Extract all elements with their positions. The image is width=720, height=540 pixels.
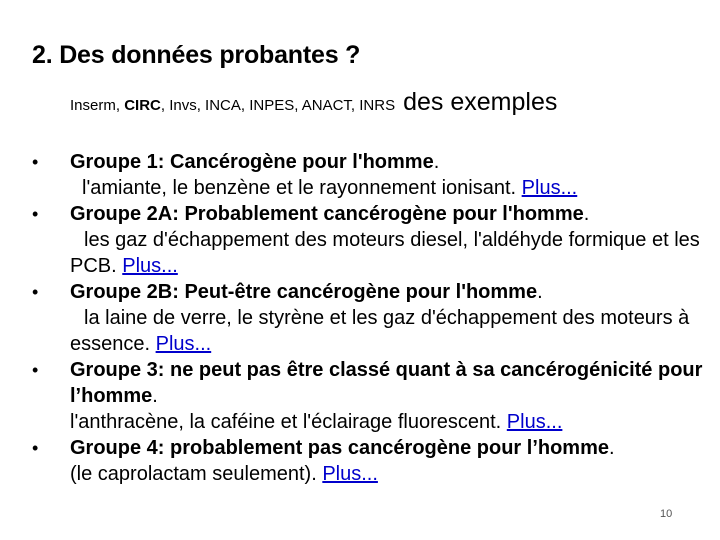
group-description: l'amiante, le benzène et le rayonnement ionisant. <box>82 177 522 199</box>
sources-text-2: , Invs, INCA, INPES, ANACT, INRS <box>160 97 396 114</box>
bullet: • <box>32 152 39 172</box>
group-heading: Groupe 3: ne peut pas être classé quant à sa cancérogénicité pour l’homme <box>70 359 703 407</box>
group-item-1 <box>32 149 712 201</box>
group-heading: Groupe 4: probablement pas cancérogène pour l’homme <box>70 437 609 459</box>
group-description: l'anthracène, la caféine et l'éclairage fluorescent. <box>70 411 507 433</box>
group-item-3 <box>32 357 712 435</box>
sources-text-circ: CIRC <box>124 97 161 114</box>
bullet: • <box>32 204 39 224</box>
heading-period: . <box>583 203 590 225</box>
heading-period: . <box>433 151 440 173</box>
sources-line <box>70 88 557 117</box>
plus-link[interactable]: Plus... <box>122 255 178 277</box>
plus-link[interactable]: Plus... <box>155 333 212 355</box>
group-description: la laine de verre, le styrène et les gaz d'échappement des moteurs à essence. <box>70 307 690 355</box>
group-heading: Groupe 2A: Probablement cancérogène pour l'homme <box>70 203 584 225</box>
bullet: • <box>32 282 39 302</box>
group-item-4 <box>32 435 712 487</box>
plus-link[interactable]: Plus... <box>521 177 578 199</box>
heading-period: . <box>152 385 158 407</box>
bullet: • <box>32 360 39 380</box>
heading-period: . <box>609 437 615 459</box>
examples-label: des exemples <box>403 88 558 116</box>
slide-title: 2. Des données probantes ? <box>32 41 361 69</box>
page-number: 10 <box>660 508 673 520</box>
group-heading: Groupe 2B: Peut-être cancérogène pour l'homme <box>70 281 538 303</box>
bullet: • <box>32 438 39 458</box>
heading-period: . <box>537 281 543 303</box>
group-item-2a <box>32 201 712 279</box>
group-heading: Groupe 1: Cancérogène pour l'homme <box>70 151 434 173</box>
group-description: (le caprolactam seulement). <box>70 463 323 485</box>
group-item-2b <box>32 279 712 357</box>
sources-text-1: Inserm, <box>70 97 125 114</box>
plus-link[interactable]: Plus... <box>506 411 563 433</box>
group-list <box>32 149 712 487</box>
plus-link[interactable]: Plus... <box>322 463 378 485</box>
group-description: les gaz d'échappement des moteurs diesel, l'aldéhyde formique et les PCB. <box>70 229 700 277</box>
